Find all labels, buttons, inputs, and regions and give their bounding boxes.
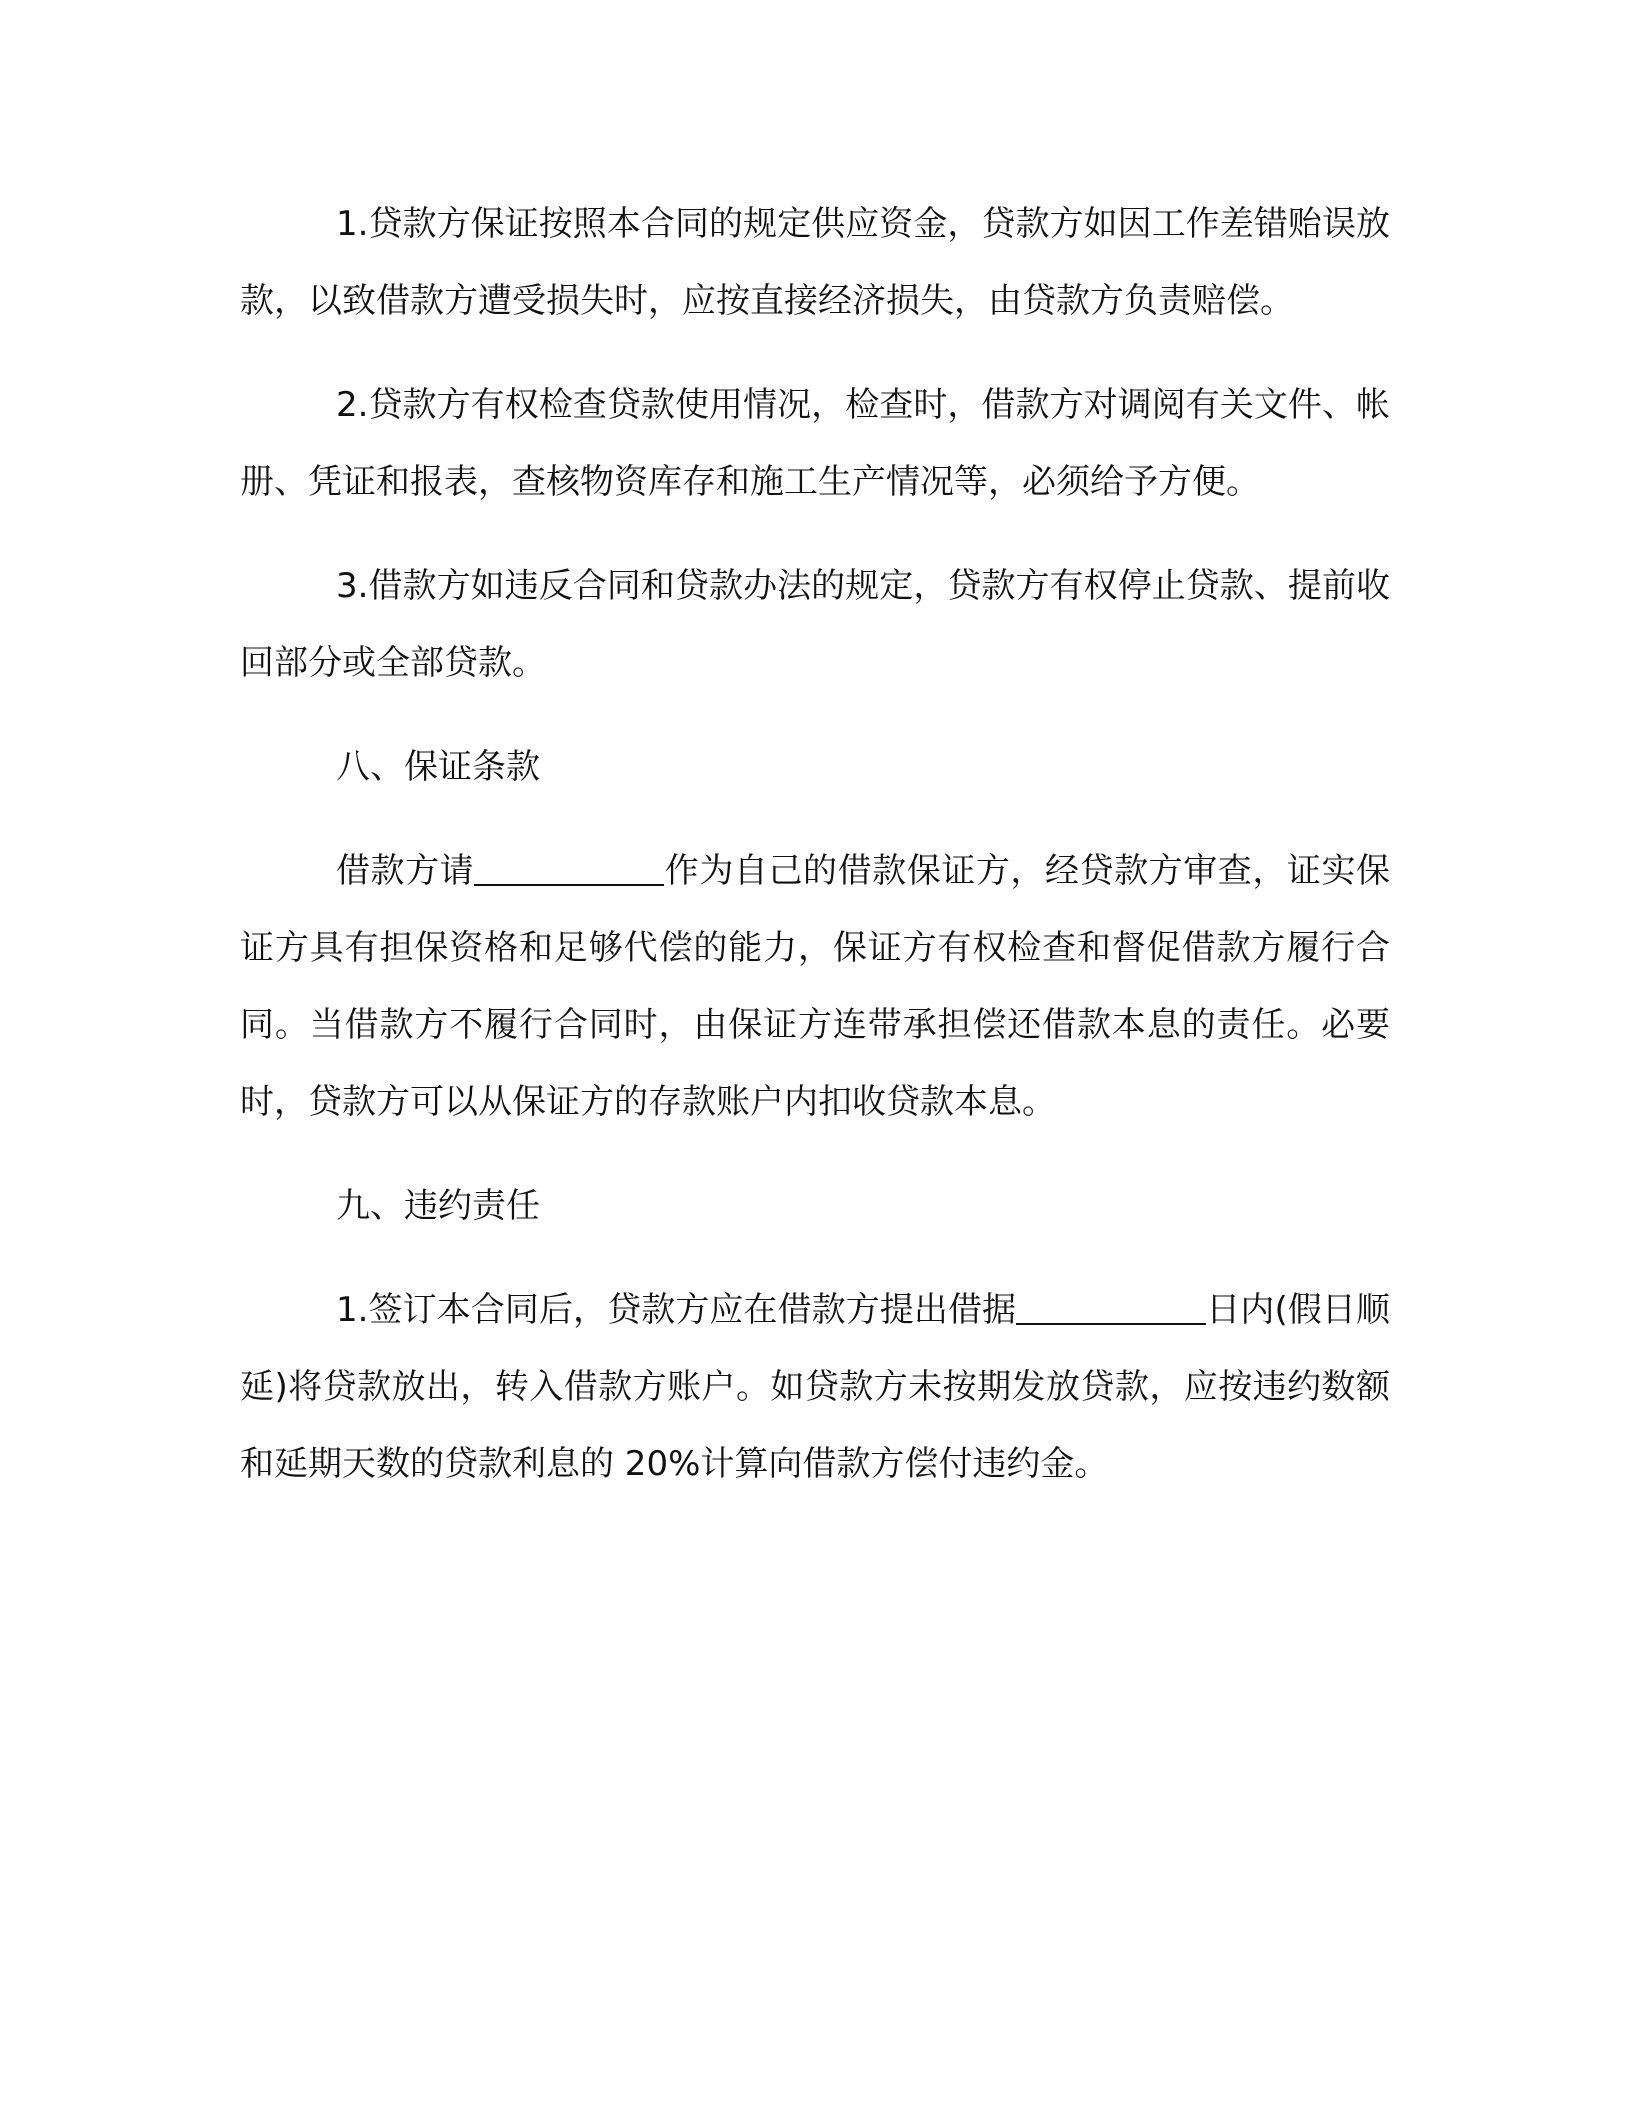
clause-8-paragraph	[240, 833, 1390, 1141]
clause-9-item-1	[240, 1272, 1390, 1503]
clause-7-item-1: 1.贷款方保证按照本合同的规定供应资金，贷款方如因工作差错贻误放款，以致借款方遭受损失时，应按直接经济损失，由贷款方负责赔偿。	[240, 204, 1390, 321]
clause-8-text-after-blank: 作为自己的借款保证方，经贷款方审查，证实保证方具有担保资格和足够代偿的能力，保证方有权检查和督促借款方履行合同。当借款方不履行合同时，由保证方连带承担偿还借款本息的责任。必要时，贷款方可以从保证方的存款账户内扣收贷款本息。	[240, 851, 1391, 1122]
clause-8-text-before-blank: 借款方请	[336, 851, 475, 891]
clause-7-item-2: 2.贷款方有权检查贷款使用情况，检查时，借款方对调阅有关文件、帐册、凭证和报表，查核物资库存和施工生产情况等，必须给予方便。	[240, 385, 1390, 502]
clause-8-heading: 八、保证条款	[336, 747, 540, 787]
clause-9-heading: 九、违约责任	[336, 1186, 540, 1226]
clause-7-item-3: 3.借款方如违反合同和贷款办法的规定，贷款方有权停止贷款、提前收回部分或全部贷款。	[240, 566, 1390, 683]
clause-9-text-after-blank: 日内(假日顺延)将贷款放出，转入借款方账户。如贷款方未按期发放贷款，应按违约数额和延期天数的贷款利息的 20%计算向借款方偿付违约金。	[240, 1290, 1390, 1484]
guarantor-blank-line	[474, 850, 664, 886]
days-blank-line	[1016, 1289, 1206, 1325]
document-body	[240, 186, 1390, 1530]
clause-9-text-before-blank: 1.签订本合同后，贷款方应在借款方提出借据	[336, 1290, 1017, 1330]
